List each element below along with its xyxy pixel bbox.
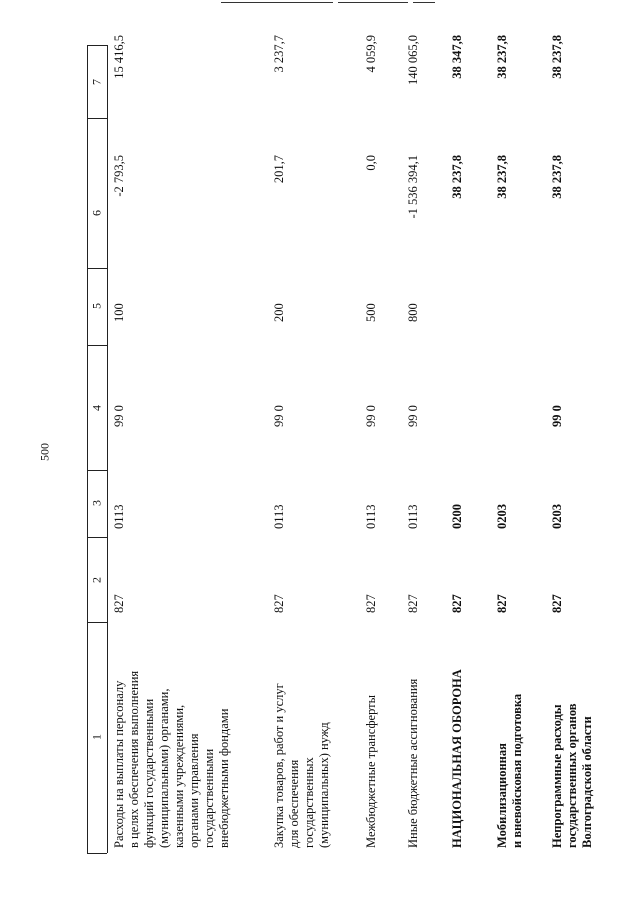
top-rule-2 — [338, 2, 408, 3]
cell-c6: 0,0 — [364, 155, 378, 171]
header-divider — [87, 537, 107, 538]
cell-c6: 38 237,8 — [450, 155, 464, 199]
table-header-border — [87, 45, 88, 853]
cell-c4: 99 0 — [550, 405, 564, 427]
cell-c3: 0113 — [364, 504, 378, 529]
cell-c2: 827 — [272, 594, 286, 613]
cell-c3: 0200 — [450, 504, 464, 529]
name-line: Волгоградской области — [580, 716, 594, 848]
name-line: функций государственными — [142, 698, 156, 848]
column-header-1: 1 — [89, 734, 104, 740]
row-name — [112, 618, 232, 848]
name-line: и вневойсковая подготовка — [510, 693, 524, 848]
column-header-7: 7 — [89, 79, 104, 85]
cell-c5: 500 — [364, 303, 378, 322]
cell-c6: -2 793,5 — [112, 155, 126, 197]
cell-c7: 3 237,7 — [272, 35, 286, 73]
row-name: Межбюджетные трансферты — [364, 694, 378, 848]
header-divider — [87, 470, 107, 471]
cell-c4: 99 0 — [112, 405, 126, 427]
name-line: для обеспечения — [287, 759, 301, 848]
name-line: государственных органов — [565, 703, 579, 848]
row-name — [495, 618, 525, 848]
page-number: 500 — [37, 443, 52, 461]
cell-c7: 4 059,9 — [364, 35, 378, 73]
column-header-4: 4 — [89, 405, 104, 411]
row-name — [550, 618, 595, 848]
cell-c6: 38 237,8 — [550, 155, 564, 199]
cell-c6: -1 536 394,1 — [406, 155, 420, 219]
cell-c4: 99 0 — [364, 405, 378, 427]
cell-c6: 38 237,8 — [495, 155, 509, 199]
cell-c2: 827 — [550, 594, 564, 613]
header-divider — [87, 268, 107, 269]
row-name — [272, 618, 332, 848]
header-divider — [87, 345, 107, 346]
cell-c2: 827 — [112, 594, 126, 613]
name-line: внебюджетными фондами — [217, 708, 231, 848]
name-line: Расходы на выплаты персоналу — [112, 680, 126, 848]
row-name: НАЦИОНАЛЬНАЯ ОБОРОНА — [450, 669, 464, 848]
name-line: в целях обеспечения выполнения — [127, 670, 141, 848]
cell-c5: 200 — [272, 303, 286, 322]
cell-c7: 38 237,8 — [550, 35, 564, 79]
name-line: Мобилизационная — [495, 743, 509, 848]
name-line: государственными — [202, 748, 216, 848]
cell-c2: 827 — [406, 594, 420, 613]
column-header-6: 6 — [89, 210, 104, 216]
cell-c2: 827 — [495, 594, 509, 613]
cell-c3: 0113 — [272, 504, 286, 529]
top-rule-1 — [221, 2, 333, 3]
header-divider — [87, 622, 107, 623]
cell-c7: 15 416,5 — [112, 35, 126, 79]
name-line: казенными учреждениями, — [172, 704, 186, 848]
cell-c4: 99 0 — [406, 405, 420, 427]
cell-c3: 0203 — [495, 504, 509, 529]
cell-c5: 800 — [406, 303, 420, 322]
table-header-separator — [107, 45, 108, 853]
top-rule-3 — [413, 2, 435, 3]
cell-c7: 38 237,8 — [495, 35, 509, 79]
name-line: (муниципальных) нужд — [317, 722, 331, 848]
row-name: Иные бюджетные ассигнования — [406, 678, 420, 848]
cell-c7: 38 347,8 — [450, 35, 464, 79]
cell-c3: 0203 — [550, 504, 564, 529]
header-divider — [87, 118, 107, 119]
name-line: (муниципальными) органами, — [157, 688, 171, 848]
cell-c4: 99 0 — [272, 405, 286, 427]
table-top-border — [87, 45, 107, 46]
column-header-5: 5 — [89, 303, 104, 309]
table-bottom-border — [87, 853, 107, 854]
column-header-2: 2 — [89, 577, 104, 583]
column-header-3: 3 — [89, 500, 104, 506]
cell-c3: 0113 — [406, 504, 420, 529]
name-line: органами управления — [187, 733, 201, 848]
cell-c7: 140 065,0 — [406, 35, 420, 85]
cell-c6: 201,7 — [272, 155, 286, 184]
cell-c5: 100 — [112, 303, 126, 322]
cell-c2: 827 — [364, 594, 378, 613]
name-line: Непрограммные расходы — [550, 704, 564, 848]
cell-c3: 0113 — [112, 504, 126, 529]
name-line: Закупка товаров, работ и услуг — [272, 683, 286, 848]
name-line: государственных — [302, 757, 316, 848]
cell-c2: 827 — [450, 594, 464, 613]
